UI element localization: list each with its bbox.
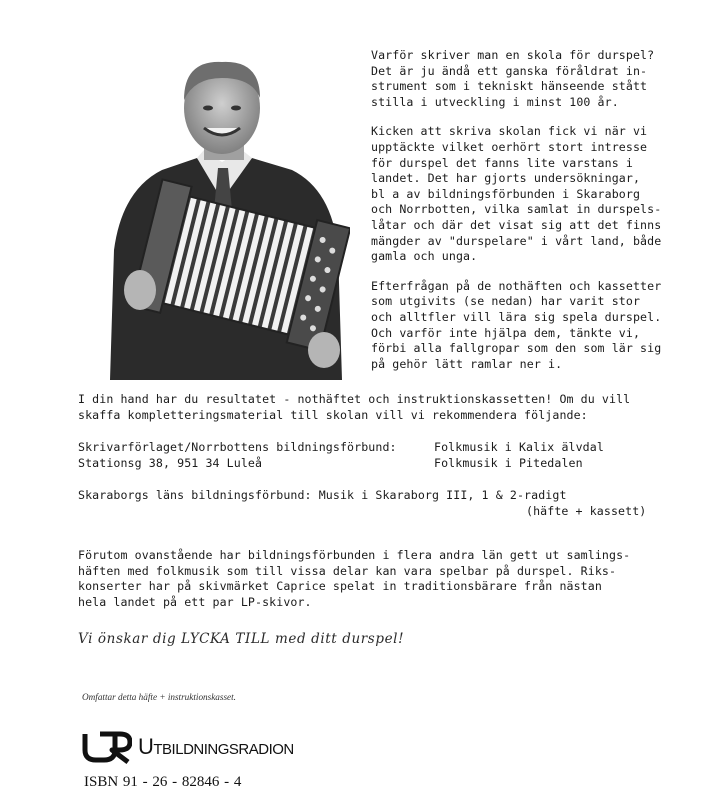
isbn: ISBN 91 - 26 - 82846 - 4 [84,774,242,790]
publisher-name: Utbildningsradion [138,734,294,759]
other-material-text: Förutom ovanstående har bildningsförbunden i flera andra län gett ut samlings- häften med folkmusik som till vissa delar kan vara spelbar på durspel. Riks- konserter har på skivmärket Caprice spelat in traditionsbärare från nästan hela landet på ett par LP-skivor. [78,548,631,609]
intro-paragraph-1: Varför skriver man en skola för durspel? Det är ju ändå ett ganska föråldrat in- strument som i tekniskt hänseende stått stilla i utveckling i minst 100 år. [371,48,655,109]
skaraborg-format: (häfte + kassett) [526,503,647,518]
intro-column [371,48,701,386]
recommendation-skaraborg [78,488,698,519]
other-material-paragraph [78,548,702,610]
closing-wish: Vi önskar dig LYCKA TILL med ditt durspel! [78,631,405,647]
contents-note: Omfattar detta häfte + instruktionskasset. [82,692,236,702]
skaraborg-line: Skaraborgs läns bildningsförbund: Musik i Skaraborg III, 1 & 2-radigt [78,488,567,502]
norrbotten-title-pitedalen: Folkmusik i Pitedalen [434,455,583,470]
result-paragraph [78,392,702,423]
result-text: I din hand har du resultatet - nothäftet och instruktionskassetten! Om du vill skaffa kompletteringsmaterial till skolan vill vi rekommendera följande: [78,392,631,422]
intro-paragraph-2: Kicken att skriva skolan fick vi när vi upptäckte vilket oerhört stort intresse för durspel det fanns lite varstans i landet. Det har gjorts undersökningar, bl a av bildningsförbunden i Skaraborg och Norrbotten, vilka samlat in durspels- låtar och där det visat sig att det finns mängder av "durspelare" i vårt land, både gamla och unga. [371,124,662,264]
recommendation-norrbotten [78,440,698,471]
publisher-brand [82,730,294,764]
norrbotten-title-kalix: Folkmusik i Kalix älvdal [434,440,604,454]
intro-paragraph-3: Efterfrågan på de nothäften och kassetter som utgivits (se nedan) har varit stor och alltfler vill lära sig spela durspel. Och varför inte hjälpa dem, tänkte vi, förbi alla fallgropar som den som lär sig på gehör lätt ramlar ner i. [371,278,662,371]
accordion-player-photo [92,50,350,380]
norrbotten-org-name: Skrivarförlaget/Norrbottens bildningsförbund: [78,440,397,454]
norrbotten-address: Stationsg 38, 951 34 Luleå [78,455,263,470]
ur-logo-icon [82,730,132,764]
